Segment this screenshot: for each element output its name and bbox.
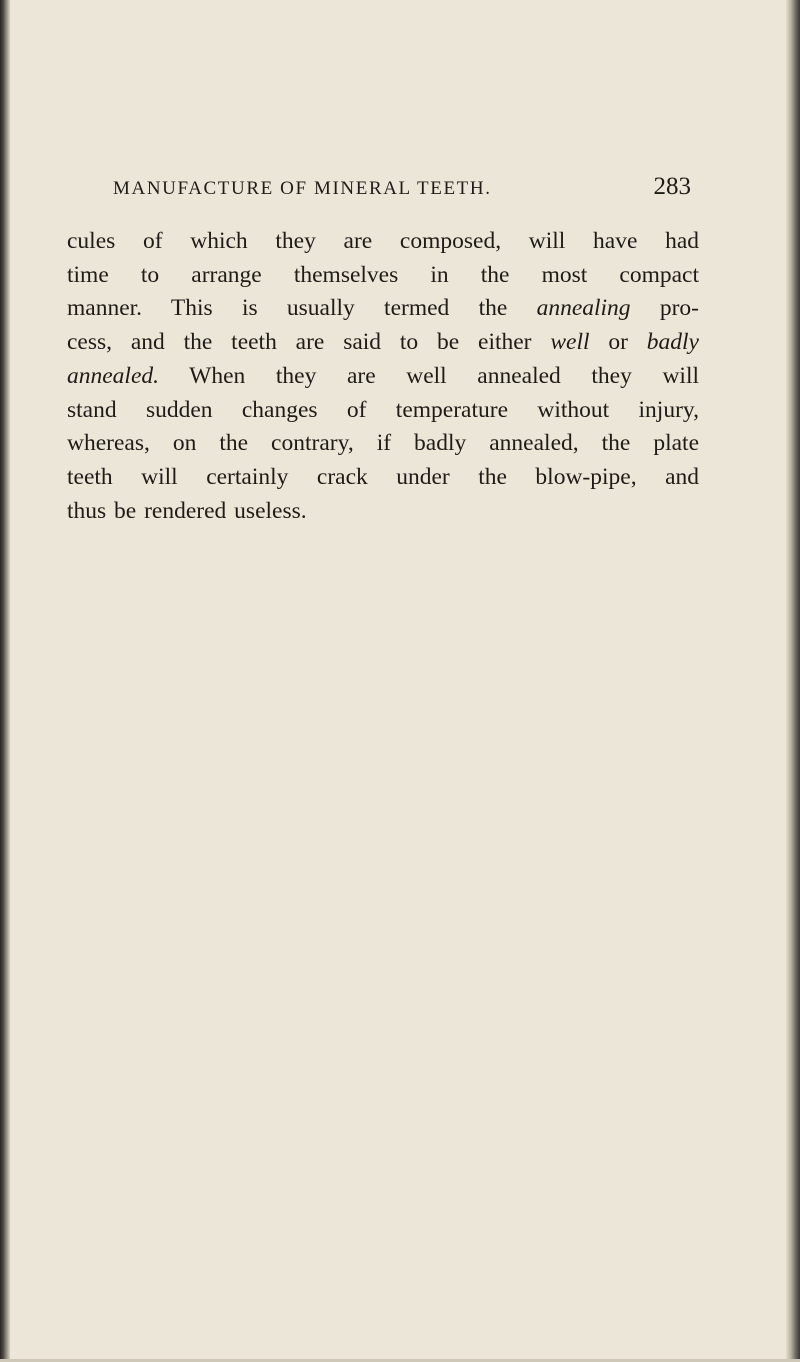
italic-term-well: well [550, 329, 590, 356]
text-run: manner. This is usually termed the [67, 295, 537, 322]
text-line [67, 495, 699, 529]
text-run: pro- [630, 295, 699, 322]
text-line [67, 427, 699, 461]
text-run: time to arrange themselves in the most compact [67, 261, 699, 288]
text-line [67, 326, 699, 360]
italic-term-annealed: annealed. [67, 362, 160, 389]
text-run: When they are well annealed they will [159, 362, 699, 389]
scan-left-edge [0, 0, 10, 1362]
scan-right-edge [786, 0, 800, 1362]
text-run: cess, and the teeth are said to be either [67, 329, 551, 356]
text-line [67, 292, 699, 326]
text-run: teeth will certainly crack under the blow-pipe, and [67, 463, 699, 490]
text-run: stand sudden changes of temperature without injury, [67, 396, 699, 423]
text-run: whereas, on the contrary, if badly annealed, the plate [67, 430, 699, 457]
text-line [67, 461, 699, 495]
text-run: or [589, 329, 647, 356]
text-line [67, 225, 699, 259]
italic-term-badly: badly [646, 329, 699, 356]
text-run: thus be rendered useless. [67, 497, 307, 524]
text-line [67, 360, 699, 394]
page-number: 283 [653, 173, 691, 200]
running-head [113, 170, 691, 210]
body-paragraph [67, 225, 699, 528]
text-line [67, 259, 699, 293]
running-title: MANUFACTURE OF MINERAL TEETH. [113, 178, 492, 199]
text-line [67, 394, 699, 428]
text-run: cules of which they are composed, will have had [67, 228, 699, 254]
italic-term-annealing: annealing [536, 295, 631, 322]
